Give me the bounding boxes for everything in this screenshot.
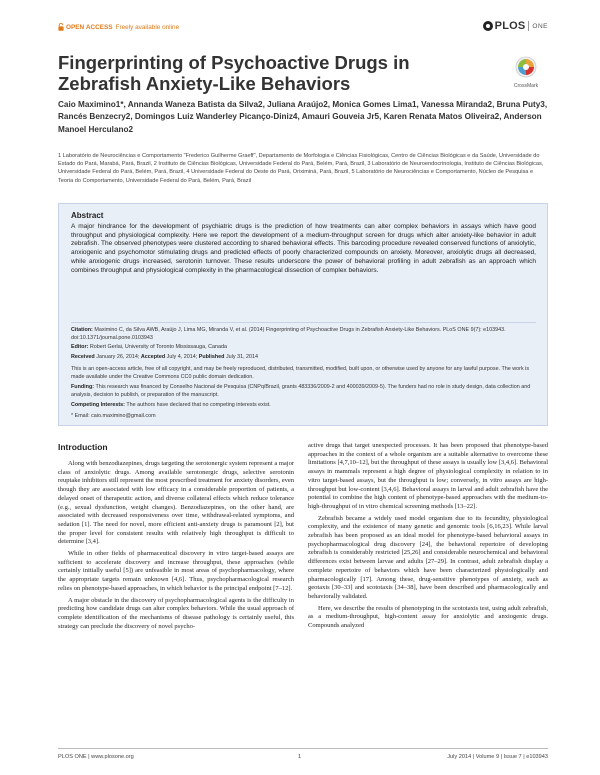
citation-text: Maximino C, da Silva AWB, Araújo J, Lima MG, Miranda V, et al. (2014) Fingerprinting of Psychoactive Drugs in Zebrafish Anxiety-Like Behaviors. PLoS ONE 9(7): e103943. doi:10.1371/journal.pone.0103943 xyxy=(71,327,506,341)
page-footer xyxy=(58,754,548,764)
plos-one-logo[interactable] xyxy=(483,20,548,32)
open-access-label: OPEN xyxy=(66,23,85,31)
page-number: 1 xyxy=(298,754,302,760)
plos-brand-sub: ONE xyxy=(532,22,548,30)
abstract-box xyxy=(58,203,548,426)
dates xyxy=(71,354,536,362)
footer-issue: July 2014 | Volume 9 | Issue 7 | e103943 xyxy=(447,754,548,760)
intro-paragraph: active drugs that target unexpected processes. It has been proposed that phenotype-based approaches in the context of a whole organism are a suitable alternative to overcome these limitations [4,7,10–12], but the throughput of these assays is usually low [3,4,6]. Behavioral assays in mammals represent a high degree of physiological complexity in relation to in vitro target-based assays, but the throughput is low; conversely, in vitro assays are high-throughput but low-content [3,4,6]. Behavioral assays in larval and adult zebrafish have the potential to combine the high content of phenotype-based approaches with the medium-to-high-throughput of in vitro chemical screening methods [13–22]. xyxy=(308,442,548,510)
competing-label: Competing Interests: xyxy=(71,402,125,408)
email[interactable]: * Email: caio.maximino@gmail.com xyxy=(71,413,156,419)
affiliations: 1 Laboratório de Neurociências e Comportamento "Frederico Guilherme Graeff", Departamento de Morfologia e Ciências Fisiológicas, Centro de Ciências Biológicas e da Saúde, Universidade do Estado do Pará, Marabá, Pará, Brazil, 2 Instituto de Ciências Biológicas, Universidade Federal do Pará, Belém, Pará, Brazil, 3 Laboratório de Neuroendocrinologia, Instituto de Ciências Biológicas, Universidade Federal do Pará, Belém, Pará, Brazil, 4 Universidade Federal do Oeste do Pará, Oriximiná, Pará, Brazil, 5 Laboratório de Neurociências e Comportamento, Núcleo de Pesquisa e Teoria do Comportamento, Universidade Federal do Pará, Belém, Pará, Brazil xyxy=(58,153,544,184)
copyright: This is an open-access article, free of all copyright, and may be freely reproduced, distributed, transmitted, modified, built upon, or otherwise used by anyone for any lawful purpose. The work is made available under the Creative Commons CC0 public domain dedication. xyxy=(71,366,530,380)
access-label: ACCESS xyxy=(85,23,113,31)
open-access-subtitle: Freely available online xyxy=(115,23,180,31)
received-date: January 26, 2014; xyxy=(96,354,140,360)
citation xyxy=(71,327,536,342)
funding-text: This research was financed by Conselho Nacional de Pesquisa (CNPq/Brazil, grants 483336/2009-2 and 400039/2009-5). The funders had no role in study design, data collection and analysis, decision to publish, or preparation of the manuscript. xyxy=(71,384,531,398)
funding-label: Funding: xyxy=(71,384,95,390)
editor xyxy=(71,344,536,352)
intro-paragraph: Here, we describe the results of phenotyping in the scototaxis test, using adult zebrafish, as a medium-throughput, high-content assay for anxiolytic and anxiogenic drugs. Compounds analyzed xyxy=(308,604,548,630)
funding xyxy=(71,384,536,399)
crossmark-badge[interactable] xyxy=(511,56,541,89)
citation-label: Citation: xyxy=(71,327,93,333)
abstract-divider xyxy=(71,322,536,323)
journal-header xyxy=(58,20,548,40)
crossmark-label: CrossMark xyxy=(513,83,539,89)
right-column xyxy=(308,442,548,634)
footer-journal[interactable]: PLOS ONE | www.plosone.org xyxy=(58,754,134,760)
plos-brand: PLOS xyxy=(494,20,526,32)
accepted-date: July 4, 2014; xyxy=(166,354,198,360)
intro-paragraph: Zebrafish became a widely used model organism due to its fecundity, physiological complexity, and the existence of many genetic and genomic tools [6,16,23]. While larval zebrafish has been proposed as an ideal model for phenotype-based behavioral assays in psychopharmacological drug discovery [24], the behavioral repertoire of developing zebrafish is considerably restricted [25,26] and considerable neurochemical and behavioral differences exist between larvae and adults [27–29]. In contrast, adult zebrafish display a complete repertoire of behaviors which have been characterized physiologically and pharmacologically [17]. Among these, drug-sensitive phenotypes of anxiety, such as geotaxis [30–33] and scototaxis [34–38], have been described and pharmacologically and behaviorally validated. xyxy=(308,514,548,600)
published-label: Published xyxy=(198,354,225,360)
author-list: Caio Maximino1*, Annanda Waneza Batista da Silva2, Juliana Araújo2, Monica Gomes Lima1, Vanessa Miranda2, Bruna Puty3, Rancés Benzecry2, Domingos Luiz Wanderley Picanço-Diniz4, Amauri Gouveia Jr5, Karen Renata Matos Oliveira2, Anderson Manoel Herculano2 xyxy=(58,100,548,134)
introduction-heading: Introduction xyxy=(58,442,108,452)
abstract-text: A major hindrance for the development of psychiatric drugs is the prediction of how treatments can alter complex behaviors in assays which have good throughput and physiological complexity. Here we report the development of a medium-throughput screen for drugs which alter anxiety-like behavior in adult zebrafish. The observed phenotypes were clustered according to shared behavioral effects. This barcoding procedure revealed conserved functions of anxiolytic, anxiogenic and psychomotor stimulating drugs and predicted effects of poorly characterized compounds on anxiety. Moreover, anxiolytic drugs all decreased, while anxiogenic drugs increased, serotonin turnover. These results underscore the power of behavioral profiling in adult zebrafish as an approach which combines throughput and physiological complexity in the pharmacological dissection of complex behaviors. xyxy=(71,223,536,274)
intro-paragraph: Along with benzodiazepines, drugs targeting the serotonergic system represent a major class of anxiolytic drugs. Among available serotonergic drugs, selective serotonin reuptake inhibitors still represent the most prescribed treatment for anxiety disorders, even though they are associated with low efficacy in a considerable proportion of patients, a delayed onset of therapeutic action, and diverse collateral effects which reduce tolerance (e.g., sexual dysfunction, weight changes). Benzodiazepines, on the other hand, are associated with decreased responsiveness over time, withdrawal-related symptoms, and sedation [1]. The need for novel, more efficient anti-anxiety drugs is paramount [2], but the proper level for consistent results with relatively high throughput is difficult to determine [3,4]. xyxy=(58,460,294,546)
published-date: July 31, 2014 xyxy=(225,354,259,360)
open-access-badge[interactable] xyxy=(58,23,179,31)
logo-divider xyxy=(528,21,529,31)
intro-paragraph: While in other fields of pharmaceutical discovery in vitro target-based assays are sufficient to accelerate discovery and increase throughput, these approaches (while certainly initially useful [5]) are unfeasible in most areas of psychopharmacology, where the appropriate targets remain unknown [4,6]. Thus, psychopharmacological research relies on phenotype-based approaches, in which behavior is the principal endpoint [7–12]. xyxy=(58,550,294,592)
editor-text: Robert Gerlai, University of Toronto Mississauga, Canada xyxy=(89,344,227,350)
competing-interests xyxy=(71,402,536,410)
received-label: Received xyxy=(71,354,95,360)
editor-label: Editor: xyxy=(71,344,89,350)
plos-dot-icon xyxy=(483,21,493,31)
article-title: Fingerprinting of Psychoactive Drugs in Zebrafish Anxiety-Like Behaviors xyxy=(58,52,410,94)
crossmark-icon xyxy=(515,56,537,82)
accepted-label: Accepted xyxy=(140,354,166,360)
competing-text: The authors have declared that no competing interests exist. xyxy=(126,402,271,408)
intro-paragraph: A major obstacle in the discovery of psychopharmacological agents is the difficulty in predicting how candidate drugs can alter complex behaviors. While the usual approach of complete identification of the mechanisms of disease pathology is certainly useful, this strategy can preclude the discovery of novel psycho- xyxy=(58,596,294,630)
open-access-lock-icon xyxy=(58,23,64,31)
abstract-heading: Abstract xyxy=(71,211,104,220)
footer-divider xyxy=(58,748,548,749)
left-column xyxy=(58,460,294,634)
